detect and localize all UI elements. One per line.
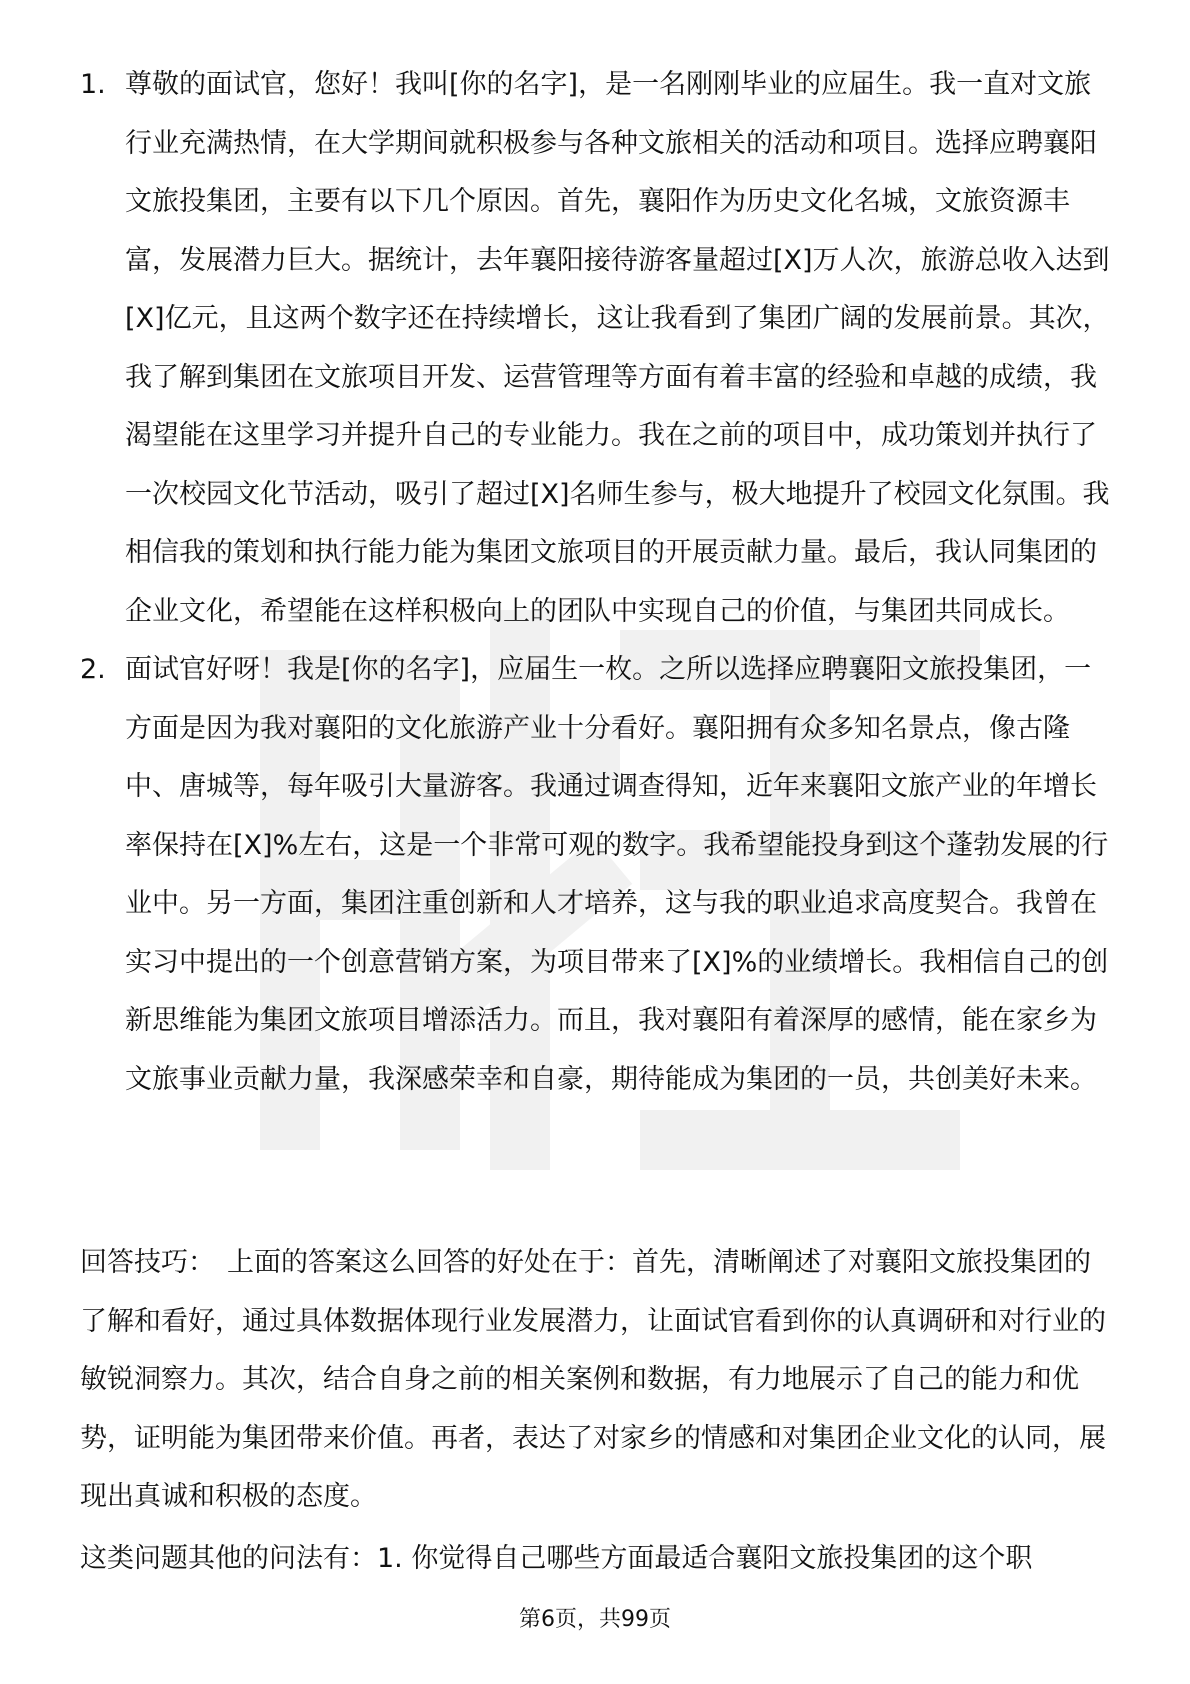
answer-text: 尊敬的面试官，您好！我叫[你的名字]，是一名刚刚毕业的应届生。我一直对文旅行业充满热情，在大学期间就积极参与各种文旅相关的活动和项目。选择应聘襄阳文旅投集团，主要有以下几个原因。首先，襄阳作为历史文化名城，文旅资源丰富，发展潜力巨大。据统计，去年襄阳接待游客量超过[X]万人次，旅游总收入达到[X]亿元，且这两个数字还在持续增长，这让我看到了集团广阔的发展前景。其次，我了解到集团在文旅项目开发、运营管理等方面有着丰富的经验和卓越的成绩，我渴望能在这里学习并提升自己的专业能力。我在之前的项目中，成功策划并执行了一次校园文化节活动，吸引了超过[X]名师生参与，极大地提升了校园文化氛围。我相信我的策划和执行能力能为集团文旅项目的开展贡献力量。最后，我认同集团的企业文化，希望能在这样积极向上的团队中实现自己的价值，与集团共同成长。 (125, 69, 1110, 627)
answer-text: 面试官好呀！我是[你的名字]，应届生一枚。之所以选择应聘襄阳文旅投集团，一方面是因为我对襄阳的文化旅游产业十分看好。襄阳拥有众多知名景点，像古隆中、唐城等，每年吸引大量游客。我通过调查得知，近年来襄阳文旅产业的年增长率保持在[X]%左右，这是一个非常可观的数字。我希望能投身到这个蓬勃发展的行业中。另一方面，集团注重创新和人才培养，这与我的职业追求高度契合。我曾在实习中提出的一个创意营销方案，为项目带来了[X]%的业绩增长。我相信自己的创新思维能为集团文旅项目增添活力。而且，我对襄阳有着深厚的感情，能在家乡为文旅事业贡献力量，我深感荣幸和自豪，期待能成为集团的一员，共创美好未来。 (125, 654, 1109, 1095)
answer-list (80, 56, 1110, 1109)
answer-number: 1. (80, 69, 106, 100)
answer-item-2 (80, 641, 1110, 1109)
other-questions-text: 1. 你觉得自己哪些方面最适合襄阳文旅投集团的这个职 (377, 1543, 1033, 1574)
tips-label: 回答技巧： (80, 1247, 215, 1278)
answer-number: 2. (80, 654, 106, 685)
tips-text: 上面的答案这么回答的好处在于：首先，清晰阐述了对襄阳文旅投集团的了解和看好，通过具体数据体现行业发展潜力，让面试官看到你的认真调研和对行业的敏锐洞察力。其次，结合自身之前的相关案例和数据，有力地展示了自己的能力和优势，证明能为集团带来价值。再者，表达了对家乡的情感和对集团企业文化的认同，展现出真诚和积极的态度。 (80, 1247, 1106, 1512)
page-footer: 第6页，共99页 (519, 1607, 671, 1632)
other-questions-label: 这类问题其他的问法有： (80, 1543, 377, 1574)
answer-tips-paragraph (80, 1234, 1112, 1527)
answer-item-1 (80, 56, 1110, 641)
other-questions-paragraph (80, 1530, 1112, 1589)
